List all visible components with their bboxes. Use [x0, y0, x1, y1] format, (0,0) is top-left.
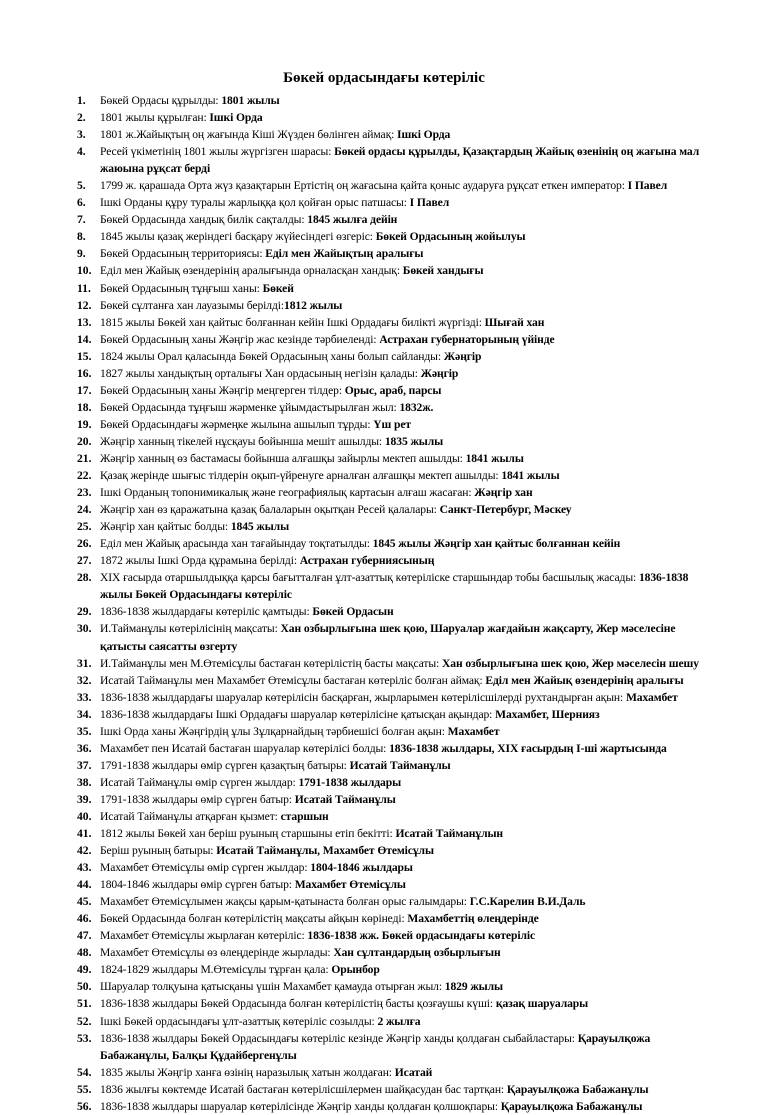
item-number: 2.: [77, 111, 86, 125]
item-question: Исатай Тайманұлы өмір сүрген жылдар:: [100, 775, 299, 789]
item-number: 9.: [77, 247, 86, 261]
list-item: [0, 1064, 768, 1081]
item-text: [100, 228, 715, 245]
list-item: [0, 569, 768, 603]
item-number: 12.: [77, 298, 92, 312]
item-answer: Исатай Тайманұлы: [349, 758, 451, 772]
item-question: 1836-1838 жылдардағы Ішкі Ордадағы шаруалар көтерілісіне қатысқан ақындар:: [100, 707, 496, 721]
item-answer: Бөкей ордасы құрылды, Қазақтардың Жайық өзенінің оң жағына мал жаюына рұқсат берді: [100, 145, 700, 176]
item-question: 1836-1838 жылдары шаруалар көтерілісінде Жәңгір ханды қолдаған қолшоқпары:: [100, 1099, 501, 1113]
item-number: 35.: [77, 724, 92, 738]
item-number: 25.: [77, 520, 92, 534]
item-text: [100, 365, 715, 382]
item-answer: Шығай хан: [484, 315, 545, 329]
item-question: Ішкі Орда ханы Жәңгірдің ұлы Зұлқарнайдың тәрбиешісі болған ақын:: [100, 724, 448, 738]
item-question: Шаруалар толқуына қатысқаны үшін Махамбет қамауда отырған жыл:: [100, 980, 445, 994]
item-number: 5.: [77, 179, 86, 193]
list-item: [0, 109, 768, 126]
item-number: 48.: [77, 946, 92, 960]
item-answer: 1801 жылы: [221, 94, 280, 107]
list-item: [0, 467, 768, 484]
item-question: 1791-1838 жылдары өмір сүрген батыр:: [100, 792, 295, 806]
item-question: 1804-1846 жылдары өмір сүрген батыр:: [100, 878, 295, 892]
list-item: [0, 620, 768, 654]
item-answer: Астрахан губерниясының: [299, 554, 435, 568]
item-answer: 1829 жылы: [444, 980, 503, 994]
item-number: 51.: [77, 997, 92, 1011]
item-answer: Еділ мен Жайық өзендерінің аралығы: [485, 673, 684, 687]
list-item: [0, 927, 768, 944]
item-answer: Махамбет, Шернияз: [495, 707, 600, 721]
item-text: [100, 467, 715, 484]
list-item: [0, 961, 768, 978]
item-answer: Жәңгір хан: [474, 486, 533, 500]
item-text: [100, 1064, 715, 1081]
item-number: 15.: [77, 349, 92, 363]
item-question: Исатай Тайманұлы мен Махамбет Өтемісұлы бастаған көтеріліс болған аймақ:: [100, 673, 486, 687]
item-answer: 1836-1838 жылы Бөкей Ордасындағы көтеріліс: [100, 571, 689, 602]
item-question: Махамбет Өтемісұлымен жақсы қарым-қатынаста болған орыс ғалымдары:: [100, 895, 470, 909]
item-answer: Хан сұлтандардың озбырлығын: [333, 946, 501, 960]
list-item: [0, 92, 768, 109]
item-answer: 1812 жылы: [284, 298, 343, 312]
item-number: 19.: [77, 417, 92, 431]
item-text: [100, 740, 715, 757]
item-question: Махамбет Өтемісұлы жырлаған көтеріліс:: [100, 929, 308, 943]
item-text: [100, 399, 715, 416]
item-question: Еділ мен Жайық өзендерінің аралығында орналасқан хандық:: [100, 264, 403, 278]
item-text: [100, 893, 715, 910]
list-item: [0, 842, 768, 859]
item-number: 47.: [77, 929, 92, 943]
item-number: 43.: [77, 861, 92, 875]
item-text: [100, 245, 715, 262]
item-answer: Санкт-Петербург, Мәскеу: [439, 503, 572, 517]
list-item: [0, 416, 768, 433]
list-item: [0, 535, 768, 552]
item-text: [100, 484, 715, 501]
item-text: [100, 723, 715, 740]
list-item: [0, 706, 768, 723]
item-text: [100, 859, 715, 876]
item-text: [100, 620, 715, 654]
list-item: [0, 382, 768, 399]
item-question: Бөкей Ордасының ханы Жәңгір меңгерген тілдер:: [100, 383, 345, 397]
item-question: 1824-1829 жылдары М.Өтемісұлы тұрған қала:: [100, 963, 332, 977]
item-number: 1.: [77, 94, 86, 107]
item-number: 21.: [77, 451, 92, 465]
list-item: [0, 825, 768, 842]
item-number: 33.: [77, 690, 92, 704]
item-number: 36.: [77, 741, 92, 755]
item-answer: Қарауылқожа Бабажанұлы: [500, 1099, 643, 1113]
item-answer: Бөкей Ордасын: [312, 605, 394, 619]
item-question: 1799 ж. қарашада Орта жүз қазақтарын Ертістің оң жағасына қайта қоныс аударуға рұқсат еткен император:: [100, 179, 628, 193]
item-question: 1801 жылы құрылған:: [100, 111, 210, 125]
item-answer: Исатай Тайманұлы: [294, 792, 396, 806]
item-question: И.Тайманұлы көтерілісінің мақсаты:: [100, 622, 281, 636]
item-text: [100, 672, 715, 689]
list-item: [0, 876, 768, 893]
item-question: Махамбет Өтемісұлы өмір сүрген жылдар:: [100, 861, 311, 875]
list-item: [0, 893, 768, 910]
item-text: [100, 535, 715, 552]
item-number: 11.: [77, 281, 91, 295]
list-item: [0, 910, 768, 927]
list-item: [0, 723, 768, 740]
item-answer: Ішкі Орда: [209, 111, 263, 125]
item-question: Бөкей Ордасында болған көтерілістің мақсаты айқын көрінеді:: [100, 912, 408, 926]
list-item: [0, 978, 768, 995]
item-question: Махамбет Өтемісұлы өз өлеңдерінде жырлады:: [100, 946, 334, 960]
list-item: [0, 399, 768, 416]
item-answer: 1845 жылы Жәңгір хан қайтыс болғаннан кейін: [372, 537, 621, 551]
item-number: 23.: [77, 486, 92, 500]
item-question: Бөкей Ордасының тұңғыш ханы:: [100, 281, 263, 295]
item-answer: 1835 жылы: [384, 434, 444, 448]
item-text: [100, 944, 715, 961]
item-number: 3.: [77, 128, 86, 142]
item-question: Бөкей Ордасында тұңғыш жәрменке ұйымдастырылған жыл:: [100, 400, 400, 414]
item-question: Бөкей Ордасындағы жәрмеңке жылына ашылып тұрды:: [100, 417, 374, 431]
item-number: 24.: [77, 503, 92, 517]
item-text: [100, 262, 715, 279]
item-answer: қазақ шаруалары: [495, 997, 589, 1011]
list-item: [0, 689, 768, 706]
list-item: [0, 348, 768, 365]
item-answer: Г.С.Карелин В.И.Даль: [469, 895, 586, 909]
item-number: 14.: [77, 332, 92, 346]
item-text: [100, 927, 715, 944]
item-text: [100, 995, 715, 1012]
list-item: [0, 1013, 768, 1030]
list-item: [0, 245, 768, 262]
item-question: Ішкі Орданың топонимикалық және географиялық картасын алғаш жасаған:: [100, 486, 475, 500]
item-answer: Жәңгір: [443, 349, 482, 363]
item-question: Жәңгір ханның өз бастамасы бойынша алғашқы зайырлы мектеп ашылды:: [100, 451, 466, 465]
item-answer: 2 жылға: [377, 1014, 421, 1028]
list-item: [0, 808, 768, 825]
item-answer: Бөкей Ордасының жойылуы: [375, 230, 526, 244]
item-text: [100, 757, 715, 774]
item-answer: 1845 жылға дейін: [307, 213, 398, 227]
item-number: 52.: [77, 1014, 92, 1028]
item-answer: Астрахан губернаторының үйінде: [379, 332, 555, 346]
item-answer: Махамбет: [447, 724, 500, 738]
item-text: [100, 194, 715, 211]
list-item: [0, 672, 768, 689]
item-text: [100, 876, 715, 893]
item-text: [100, 1013, 715, 1030]
item-number: 6.: [77, 196, 86, 210]
item-text: [100, 791, 715, 808]
list-item: [0, 211, 768, 228]
item-text: [100, 910, 715, 927]
item-answer: Үш рет: [373, 417, 412, 431]
item-number: 22.: [77, 469, 92, 483]
item-number: 30.: [77, 622, 92, 636]
item-number: 39.: [77, 792, 92, 806]
item-text: [100, 331, 715, 348]
item-question: Бөкей Ордасы құрылды:: [100, 94, 222, 107]
list-item: [0, 774, 768, 791]
item-number: 56.: [77, 1099, 92, 1113]
item-answer: Бөкей: [262, 281, 294, 295]
item-number: 13.: [77, 315, 92, 329]
list-item: [0, 126, 768, 143]
list-item: [0, 194, 768, 211]
question-answer-list: [0, 92, 768, 1115]
item-number: 7.: [77, 213, 86, 227]
item-question: Жәңгір хан қайтыс болды:: [100, 520, 231, 534]
list-item: [0, 228, 768, 245]
list-item: [0, 365, 768, 382]
item-question: Исатай Тайманұлы атқарған қызмет:: [100, 809, 281, 823]
item-text: [100, 1098, 715, 1115]
item-number: 34.: [77, 707, 92, 721]
item-number: 8.: [77, 230, 86, 244]
item-text: [100, 450, 715, 467]
item-text: [100, 808, 715, 825]
item-number: 27.: [77, 554, 92, 568]
item-answer: Махамбеттің өлеңдерінде: [407, 912, 539, 926]
item-text: [100, 92, 715, 109]
list-item: [0, 518, 768, 535]
item-number: 10.: [77, 264, 92, 278]
item-question: И.Тайманұлы мен М.Өтемісұлы бастаған көтерілістің басты мақсаты:: [100, 656, 442, 670]
item-text: [100, 552, 715, 569]
item-number: 54.: [77, 1065, 92, 1079]
item-question: Бөкей Ордасының территориясы:: [100, 247, 266, 261]
item-text: [100, 433, 715, 450]
item-answer: І Павел: [409, 196, 450, 210]
item-question: Жәңгір хан өз қаражатына қазақ балаларын оқытқан Ресей қалалары:: [100, 503, 440, 517]
item-text: [100, 655, 715, 672]
item-text: [100, 978, 715, 995]
item-question: Махамбет пен Исатай бастаған шаруалар көтерілісі болды:: [100, 741, 390, 755]
item-answer: Қарауылқожа Бабажанұлы: [506, 1082, 649, 1096]
item-question: ХІХ ғасырда отаршылдыққа қарсы бағытталған ұлт-азаттық көтеріліске старшындар тобы басшылық жасады:: [100, 571, 639, 585]
item-number: 26.: [77, 537, 92, 551]
item-question: 1836-1838 жылдары Бөкей Ордасында болған көтерілістің басты қозғаушы күші:: [100, 997, 496, 1011]
list-item: [0, 297, 768, 314]
item-answer: Жәңгір: [420, 366, 459, 380]
item-question: Жәңгір ханның тікелей нұсқауы бойынша мешіт ашылды:: [100, 434, 385, 448]
item-number: 20.: [77, 434, 92, 448]
item-text: [100, 774, 715, 791]
item-answer: Орыс, араб, парсы: [344, 383, 442, 397]
item-answer: 1836-1838 жж. Бөкей ордасындағы көтеріліс: [307, 929, 536, 943]
list-item: [0, 331, 768, 348]
item-number: 44.: [77, 878, 92, 892]
item-text: [100, 416, 715, 433]
item-text: [100, 706, 715, 723]
item-text: [100, 314, 715, 331]
item-text: [100, 177, 715, 194]
item-question: 1836 жылғы көктемде Исатай бастаған көтерілісшілермен шайқасудан бас тартқан:: [100, 1082, 507, 1096]
item-answer: Бөкей хандығы: [402, 264, 484, 278]
list-item: [0, 655, 768, 672]
item-question: 1872 жылы Ішкі Орда құрамына берілді:: [100, 554, 300, 568]
item-text: [100, 1081, 715, 1098]
item-question: Бөкей Ордасының ханы Жәңгір жас кезінде тәрбиеленді:: [100, 332, 380, 346]
item-question: Қазақ жерінде шығыс тілдерін оқып-үйренуге арналған алғашқы мектеп ашылды:: [100, 469, 502, 483]
item-number: 16.: [77, 366, 92, 380]
item-number: 17.: [77, 383, 92, 397]
item-answer: старшын: [280, 809, 329, 823]
list-item: [0, 177, 768, 194]
item-text: [100, 297, 715, 314]
item-number: 29.: [77, 605, 92, 619]
item-number: 4.: [77, 145, 86, 159]
item-answer: Исатай Тайманұлын: [395, 827, 504, 841]
item-number: 53.: [77, 1031, 92, 1045]
list-item: [0, 143, 768, 177]
item-answer: Исатай: [394, 1065, 433, 1079]
item-number: 41.: [77, 827, 92, 841]
item-text: [100, 689, 715, 706]
item-number: 45.: [77, 895, 92, 909]
list-item: [0, 1098, 768, 1115]
item-number: 38.: [77, 775, 92, 789]
item-number: 37.: [77, 758, 92, 772]
item-number: 50.: [77, 980, 92, 994]
item-answer: Ішкі Орда: [397, 128, 451, 142]
item-answer: Исатай Тайманұлы, Махамбет Өтемісұлы: [216, 844, 434, 858]
list-item: [0, 280, 768, 297]
item-text: [100, 109, 715, 126]
item-answer: 1836-1838 жылдары, ХІХ ғасырдың І-ші жартысында: [389, 741, 667, 755]
item-answer: Хан озбырлығына шек қою, Жер мәселесін шешу: [442, 656, 699, 670]
item-text: [100, 961, 715, 978]
item-question: Ресей үкіметінің 1801 жылы жүргізген шарасы:: [100, 145, 335, 159]
list-item: [0, 944, 768, 961]
item-question: 1801 ж.Жайықтың оң жағында Кіші Жүзден бөлінген аймақ:: [100, 128, 398, 142]
item-number: 55.: [77, 1082, 92, 1096]
item-answer: І Павел: [627, 179, 668, 193]
list-item: [0, 501, 768, 518]
item-text: [100, 143, 715, 177]
list-item: [0, 262, 768, 279]
list-item: [0, 791, 768, 808]
item-question: Ішкі Орданы құру туралы жарлыққа қол қойған орыс патшасы:: [100, 196, 410, 210]
item-answer: 1845 жылы: [230, 520, 290, 534]
item-text: [100, 382, 715, 399]
item-text: [100, 1030, 715, 1064]
item-question: Еділ мен Жайық арасында хан тағайындау тоқтатылды:: [100, 537, 373, 551]
item-number: 40.: [77, 809, 92, 823]
item-question: 1845 жылы қазақ жеріндегі басқару жүйесіндегі өзгеріс:: [100, 230, 376, 244]
item-text: [100, 126, 715, 143]
item-question: Бөкей сұлтанға хан лауазымы берілді:: [100, 298, 284, 312]
item-text: [100, 280, 715, 297]
item-number: 32.: [77, 673, 92, 687]
item-answer: Орынбор: [331, 963, 380, 977]
item-number: 49.: [77, 963, 92, 977]
list-item: [0, 314, 768, 331]
document-title: Бөкей ордасындағы көтеріліс: [283, 70, 485, 86]
item-text: [100, 569, 715, 603]
item-answer: 1841 жылы: [501, 469, 560, 483]
item-answer: Хан озбырлығына шек қою, Шаруалар жағдайын жақсарту, Жер мәселесіне қатысты саясатты өзгерту: [100, 622, 676, 653]
list-item: [0, 433, 768, 450]
item-question: 1835 жылы Жәңгір ханға өзінің наразылық хатын жолдаған:: [100, 1065, 395, 1079]
item-answer: 1804-1846 жылдары: [310, 861, 413, 875]
item-text: [100, 518, 715, 535]
item-text: [100, 825, 715, 842]
item-answer: Еділ мен Жайықтың аралығы: [265, 247, 424, 261]
item-question: 1836-1838 жылдардағы шаруалар көтерілісін басқарған, жырларымен көтерілісшілерді рухтандырған ақын:: [100, 690, 626, 704]
list-item: [0, 1030, 768, 1064]
item-text: [100, 348, 715, 365]
item-text: [100, 501, 715, 518]
item-question: 1836-1838 жылдары Бөкей Ордасындағы көтеріліс кезінде Жәңгір ханды қолдаған сыбайластары:: [100, 1031, 578, 1045]
item-answer: 1841 жылы: [465, 451, 524, 465]
item-question: 1827 жылы хандықтың орталығы Хан ордасының негізін қалады:: [100, 366, 421, 380]
list-item: [0, 603, 768, 620]
list-item: [0, 552, 768, 569]
item-question: 1791-1838 жылдары өмір сүрген қазақтың батыры:: [100, 758, 350, 772]
list-item: [0, 484, 768, 501]
list-item: [0, 450, 768, 467]
list-item: [0, 995, 768, 1012]
item-question: Ішкі Бөкей ордасындағы ұлт-азаттық көтеріліс созылды:: [100, 1014, 378, 1028]
item-answer: Қарауылқожа Бабажанұлы, Балқы Құдайбергенұлы: [100, 1031, 651, 1062]
item-answer: Махамбет Өтемісұлы: [294, 878, 406, 892]
list-item: [0, 757, 768, 774]
item-number: 28.: [77, 571, 92, 585]
list-item: [0, 740, 768, 757]
list-item: [0, 859, 768, 876]
item-number: 42.: [77, 844, 92, 858]
item-question: 1836-1838 жылдардағы көтеріліс қамтыды:: [100, 605, 313, 619]
item-question: 1812 жылы Бөкей хан беріш руының старшыны етіп бекітті:: [100, 827, 396, 841]
item-text: [100, 603, 715, 620]
item-question: Беріш руының батыры:: [100, 844, 217, 858]
item-answer: Махамбет: [625, 690, 678, 704]
item-number: 18.: [77, 400, 92, 414]
list-item: [0, 1081, 768, 1098]
item-number: 46.: [77, 912, 92, 926]
item-answer: 1791-1838 жылдары: [298, 775, 402, 789]
item-text: [100, 842, 715, 859]
item-question: Бөкей Ордасында хандық билік сақталды:: [100, 213, 308, 227]
item-text: [100, 211, 715, 228]
item-question: 1815 жылы Бөкей хан қайтыс болғаннан кейін Ішкі Ордадағы билікті жүргізді:: [100, 315, 485, 329]
item-number: 31.: [77, 656, 92, 670]
item-question: 1824 жылы Орал қаласында Бөкей Ордасының ханы болып сайланды:: [100, 349, 444, 363]
item-answer: 1832ж.: [399, 400, 434, 414]
